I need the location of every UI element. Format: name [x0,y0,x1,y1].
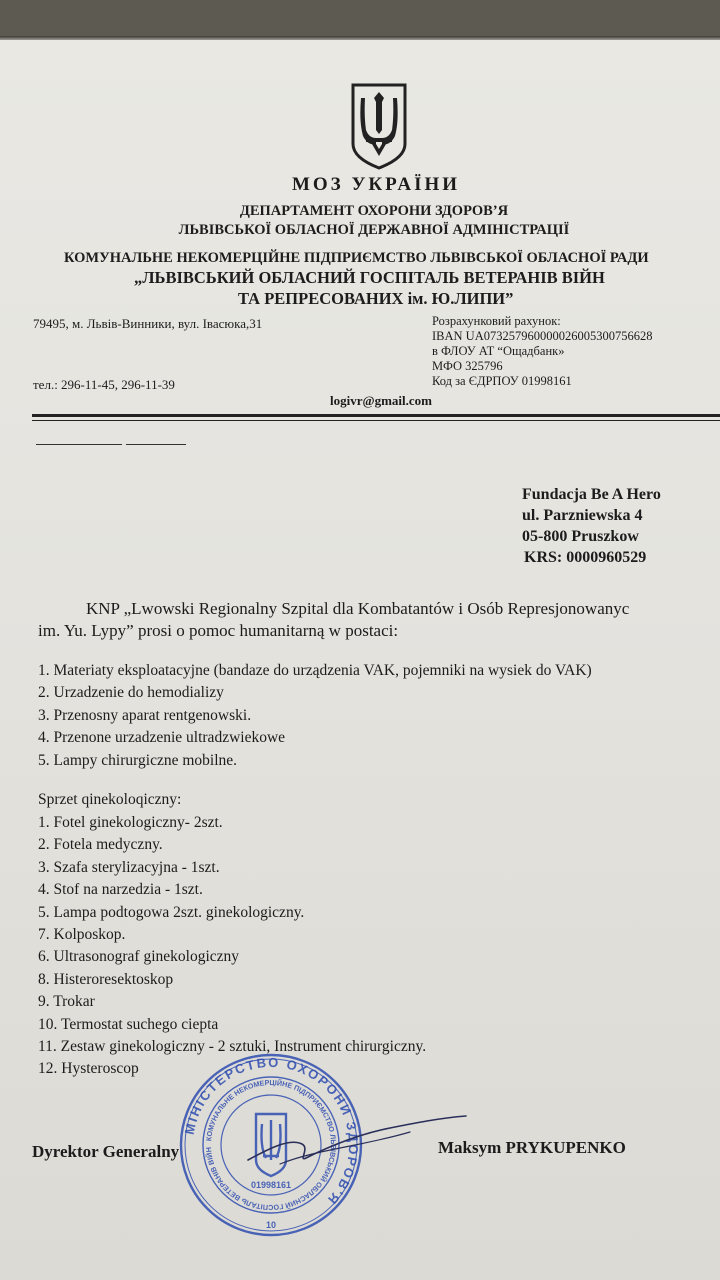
enterprise-line-3: ТА РЕПРЕСОВАНИХ ім. Ю.ЛИПИ” [238,289,514,308]
department-line-1: ДЕПАРТАМЕНТ ОХОРОНИ ЗДОРОВ’Я [239,203,509,219]
list-item: 7. Kolposkop. [38,926,126,944]
svg-text:01998161: 01998161 [250,1180,292,1190]
bank-label: Розрахунковий рахунок: [432,314,561,328]
list-item: 11. Zestaw ginekologiczny - 2 sztuki, Instrument chirurgiczny. [38,1038,427,1056]
recipient-krs: KRS: 0000960529 [524,549,647,566]
svg-text:10: 10 [265,1220,277,1230]
list-item: 3. Szafa sterylizacyjna - 1szt. [38,858,220,876]
enterprise-line-2: „ЛЬВІВСЬКИЙ ОБЛАСНИЙ ГОСПІТАЛЬ ВЕТЕРАНІВ ВІЙН [134,268,605,287]
svg-text:МІНІСТЕРСТВО ОХОРОНИ ЗДОРОВ'Я: МІНІСТЕРСТВО ОХОРОНИ ЗДОРОВ'Я [181,1054,362,1209]
needs-list [38,660,592,772]
recipient-name: Fundacja Be A Hero [522,486,661,503]
ministry-title: МОЗ УКРАЇНИ [291,174,461,195]
number-blank-line [126,444,186,445]
list-item: 3. Przenosny aparat rentgenowski. [38,706,252,724]
list-item: 6. Ultrasonograf ginekologiczny [38,948,240,966]
enterprise-line-1: КОМУНАЛЬНЕ НЕКОМЕРЦІЙНЕ ПІДПРИЄМСТВО ЛЬВІВСЬКОЇ ОБЛАСНОЇ РАДИ [64,250,649,266]
mfo-code: МФО 325796 [432,359,503,373]
intro-line-2: im. Yu. Lypy” prosi o pomoc humanitarną w postaci: [38,621,399,640]
phone-numbers: тел.: 296-11-45, 296-11-39 [33,377,175,392]
edrpou-code: Код за ЄДРПОУ 01998161 [432,374,572,388]
handwritten-signature-icon [240,1108,470,1178]
department-line-2: ЛЬВІВСЬКОЇ ОБЛАСНОЇ ДЕРЖАВНОЇ АДМІНІСТРАЦІЇ [178,222,570,238]
list-item: 4. Przenone urzadzenie ultradzwiekowe [38,729,286,747]
email: logivr@gmail.com [330,393,432,408]
intro-line-1: KNP „Lwowski Regionalny Szpital dla Kombatantów i Osób Represjonowanyc [86,599,630,618]
gyn-heading: Sprzet qinekoloqiczny: [38,791,182,808]
list-item: 8. Histeroresektoskop [38,970,174,988]
list-item: 10. Termostat suchego ciepta [38,1015,219,1033]
list-item: 2. Fotela medyczny. [38,836,163,854]
recipient-city: 05-800 Pruszkow [522,528,639,545]
signatory-name: Maksym PRYKUPENKO [438,1138,626,1157]
bank-name: в ФЛОУ АТ “Ощадбанк» [432,344,565,358]
list-item: 1. Fotel ginekologiczny- 2szt. [38,814,223,831]
svg-text:КОМУНАЛЬНЕ НЕКОМЕРЦІЙНЕ ПІДПРИ: КОМУНАЛЬНЕ НЕКОМЕРЦІЙНЕ ПІДПРИЄМСТВО ЛЬВІВСЬКИЙ ОБЛАСНИЙ ГОСПІТАЛЬ ВЕТЕРАНІВ ВІЙН [203,1077,339,1213]
list-item: 9. Trokar [38,993,95,1011]
signatory-title: Dyrektor Generalny [32,1142,180,1161]
header-rule-thin [32,420,720,421]
list-item: 12. Hysteroscop [38,1060,139,1078]
list-item: 4. Stof na narzedzia - 1szt. [38,881,203,899]
list-item: 2. Urzadzenie do hemodializy [38,684,224,702]
list-item: 5. Lampy chirurgiczne mobilne. [38,751,238,769]
trident-emblem-icon [350,82,408,170]
list-item: 1. Materiaty eksploatacyjne (bandaze do urządzenia VAK, pojemniki na wysiek do VAK) [38,662,592,679]
date-blank-line [36,444,122,445]
recipient-street: ul. Parzniewska 4 [522,507,643,524]
address: 79495, м. Львів-Винники, вул. Івасюка,31 [33,316,263,331]
iban: IBAN UA073257960000026005300756628 [432,329,653,343]
gyn-equipment-list [38,812,426,1081]
header-rule-thick [32,414,720,417]
list-item: 5. Lampa podtogowa 2szt. ginekologiczny. [38,903,305,921]
